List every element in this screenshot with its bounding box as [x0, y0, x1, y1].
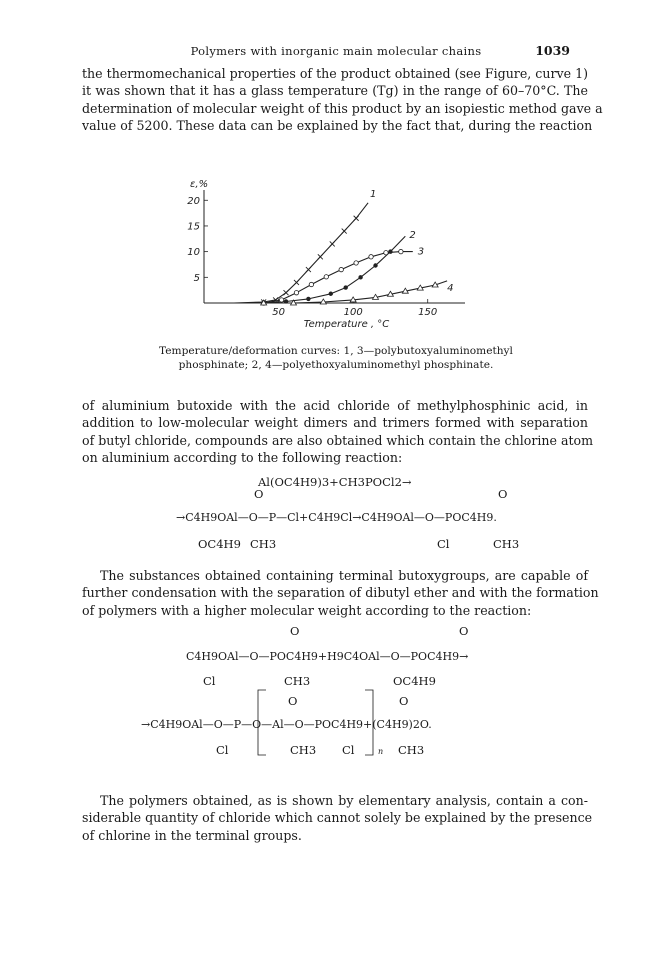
- reaction-2-substituent: Cl: [203, 674, 216, 688]
- y-tick-label: 20: [187, 195, 200, 207]
- reaction-1-main-line: →C4H9OAl—O—P—Cl+C4H9Cl→C4H9OAl—O—POC4H9.: [176, 511, 497, 524]
- text-line: The polymers obtained, as is shown by elementary analysis, contain a con-: [100, 793, 588, 808]
- series-label: 3: [417, 246, 425, 258]
- y-tick-label: 10: [187, 247, 200, 259]
- y-axis-label: ε,%: [190, 179, 209, 190]
- series-label: 4: [447, 282, 454, 294]
- reaction-2-oxygen: O: [290, 624, 300, 638]
- series-label: 1: [370, 188, 377, 200]
- reaction-2-substituent: CH3: [284, 674, 311, 688]
- text-line: of chlorine in the terminal groups.: [82, 827, 302, 843]
- reaction-2-substituent: CH3: [398, 743, 425, 757]
- reaction-1-substituent: CH3: [250, 537, 277, 551]
- reaction-1-substituent: CH3: [493, 537, 520, 551]
- reaction-2-oxygen: O: [288, 694, 298, 708]
- text-line: addition to low-molecular weight dimers and trimers formed with separation: [82, 415, 588, 431]
- series-label: 2: [409, 230, 416, 242]
- running-header-title: Polymers with inorganic main molecular chains: [190, 44, 482, 58]
- x-tick-label: 100: [343, 307, 363, 318]
- paragraph-4: [82, 792, 593, 844]
- reaction-2-line-1: C4H9OAl—O—POC4H9+H9C4OAl—O—POC4H9→: [186, 650, 469, 663]
- text-line: The substances obtained containing terminal butoxygroups, are capable of: [100, 568, 588, 583]
- reaction-1-substituent: OC4H9: [198, 537, 241, 551]
- reaction-2-oxygen: O: [399, 694, 409, 708]
- reaction-2-line-2: →C4H9OAl—O—P—O—Al—O—POC4H9+(C4H9)2O.: [141, 718, 432, 731]
- text-line: it was shown that it has a glass temperature (Tg) in the range of 60–70°C. The: [82, 83, 588, 99]
- reaction-2-substituent: OC4H9: [393, 674, 436, 688]
- x-tick-label: 150: [418, 307, 438, 318]
- reaction-2-oxygen: O: [459, 624, 469, 638]
- text-line: on aluminium according to the following reaction:: [82, 450, 403, 466]
- reaction-1-oxygen: O: [498, 487, 508, 501]
- y-tick-label: 5: [193, 272, 200, 284]
- caption-line: phosphinate; 2, 4—polyethoxyaluminomethyl phosphinate.: [178, 359, 494, 371]
- reaction-2-substituent: Cl: [216, 743, 229, 757]
- reaction-1-reactants: Al(OC4H9)3+CH3POCl2→: [258, 475, 412, 489]
- text-line: value of 5200. These data can be explained by the fact that, during the reaction: [82, 118, 593, 134]
- caption-line: Temperature/deformation curves: 1, 3—polybutoxyaluminomethyl: [159, 345, 513, 357]
- text-line: determination of molecular weight of this product by an isopiestic method gave a: [82, 100, 603, 116]
- x-axis-label: Temperature , °C: [303, 319, 390, 330]
- page-number: 1039: [535, 43, 570, 58]
- text-line: of aluminium butoxide with the acid chloride of methylphosphinic acid, in: [82, 398, 588, 413]
- x-tick-label: 50: [272, 307, 285, 318]
- reaction-2-substituent: Cl: [342, 743, 355, 757]
- reaction-1-oxygen: O: [254, 487, 264, 501]
- reaction-1-substituent: Cl: [437, 537, 450, 551]
- text-line: siderable quantity of chloride which cannot solely be explained by the presence: [82, 810, 593, 826]
- repeat-unit-subscript: n: [378, 747, 384, 756]
- text-line: the thermomechanical properties of the product obtained (see Figure, curve 1): [82, 66, 588, 81]
- y-tick-label: 15: [187, 221, 200, 233]
- reaction-2-substituent: CH3: [290, 743, 317, 757]
- text-line: of polymers with a higher molecular weight according to the reaction:: [82, 602, 532, 618]
- text-line: further condensation with the separation of dibutyl ether and with the formation: [82, 585, 599, 601]
- text-line: of butyl chloride, compounds are also obtained which contain the chlorine atom: [82, 432, 594, 448]
